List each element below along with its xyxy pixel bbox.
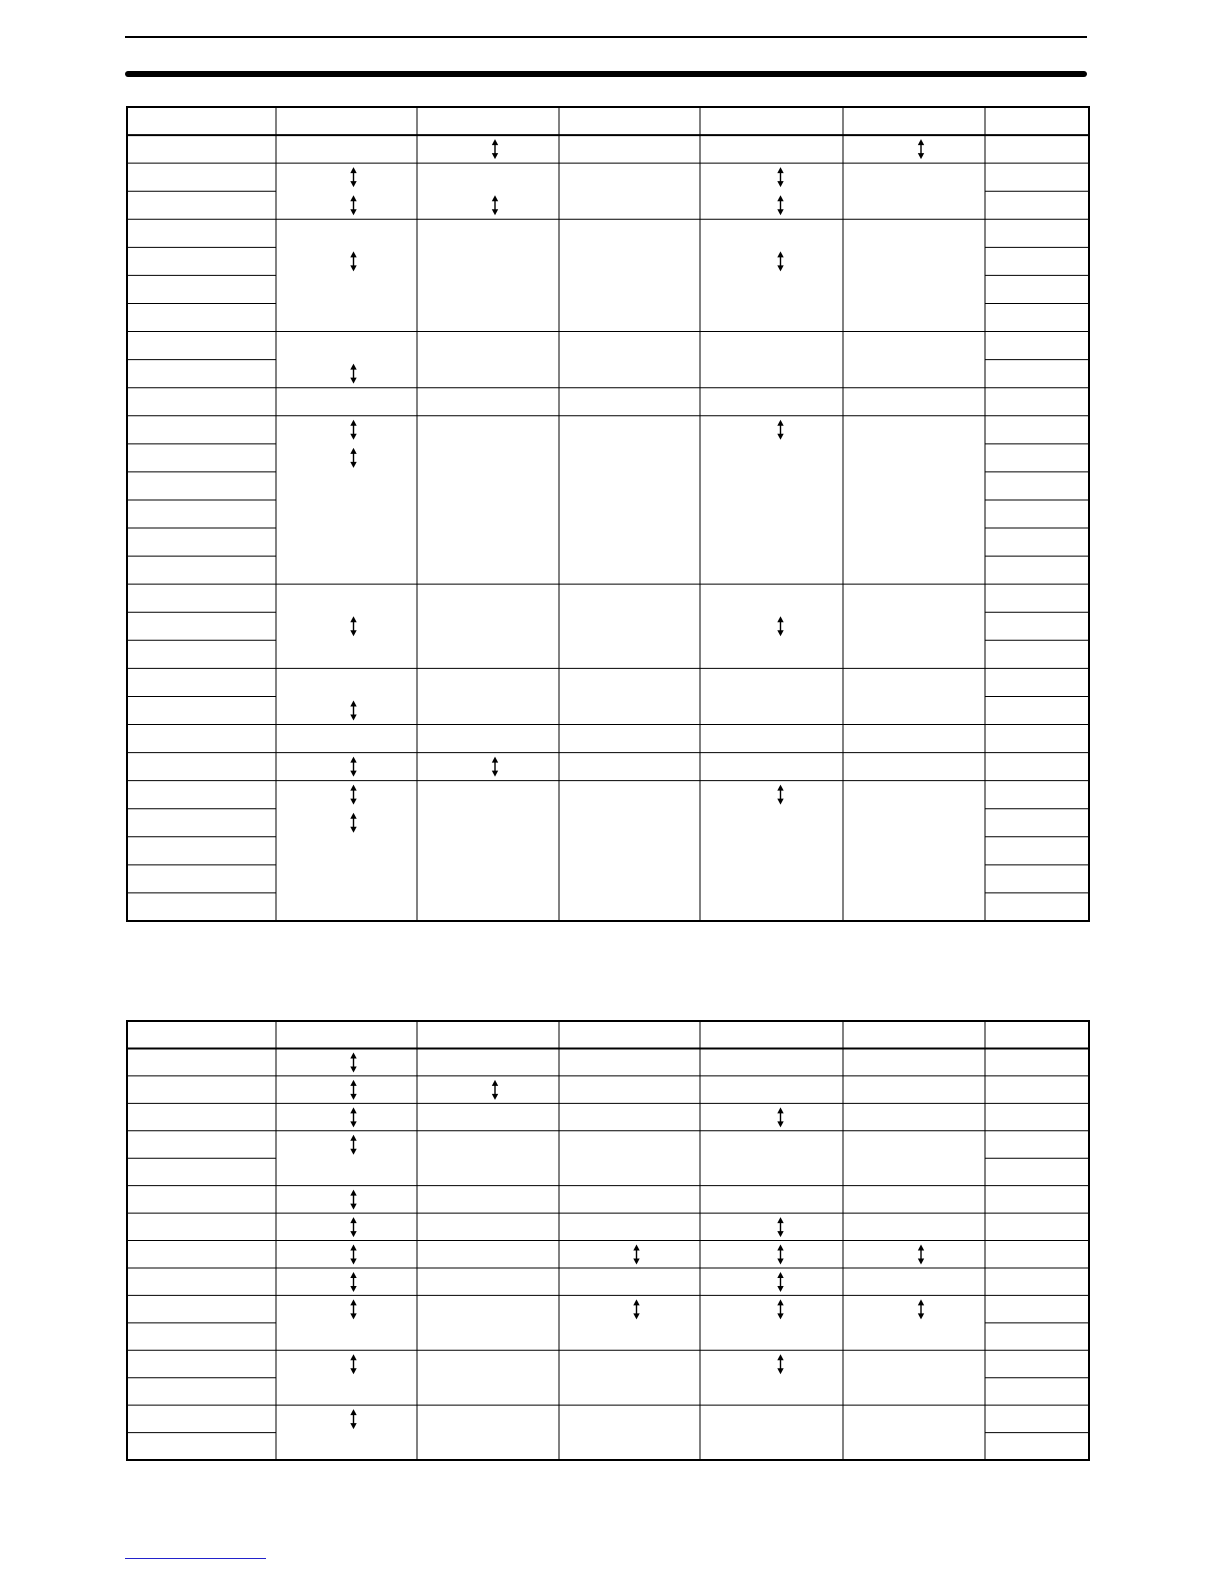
up-down-arrow-icon	[777, 1272, 783, 1292]
up-down-arrow-icon	[350, 1409, 356, 1429]
up-down-arrow-icon	[492, 1080, 498, 1100]
up-down-arrow-icon	[350, 1245, 356, 1265]
up-down-arrow-icon	[350, 1052, 356, 1072]
up-down-arrow-icon	[918, 1245, 924, 1265]
up-down-arrow-icon	[633, 1245, 639, 1265]
up-down-arrow-icon	[777, 1354, 783, 1374]
up-down-arrow-icon	[350, 1080, 356, 1100]
up-down-arrow-icon	[777, 1217, 783, 1237]
up-down-arrow-icon	[350, 1272, 356, 1292]
up-down-arrow-icon	[918, 1299, 924, 1319]
up-down-arrow-icon	[633, 1299, 639, 1319]
up-down-arrow-icon	[350, 1135, 356, 1155]
up-down-arrow-icon	[350, 1107, 356, 1127]
footer-rule	[125, 1558, 266, 1559]
up-down-arrow-icon	[350, 1190, 356, 1210]
up-down-arrow-icon	[777, 1299, 783, 1319]
up-down-arrow-icon	[777, 1107, 783, 1127]
up-down-arrow-icon	[777, 1245, 783, 1265]
up-down-arrow-icon	[350, 1217, 356, 1237]
up-down-arrow-icon	[350, 1354, 356, 1374]
up-down-arrow-icon	[350, 1299, 356, 1319]
